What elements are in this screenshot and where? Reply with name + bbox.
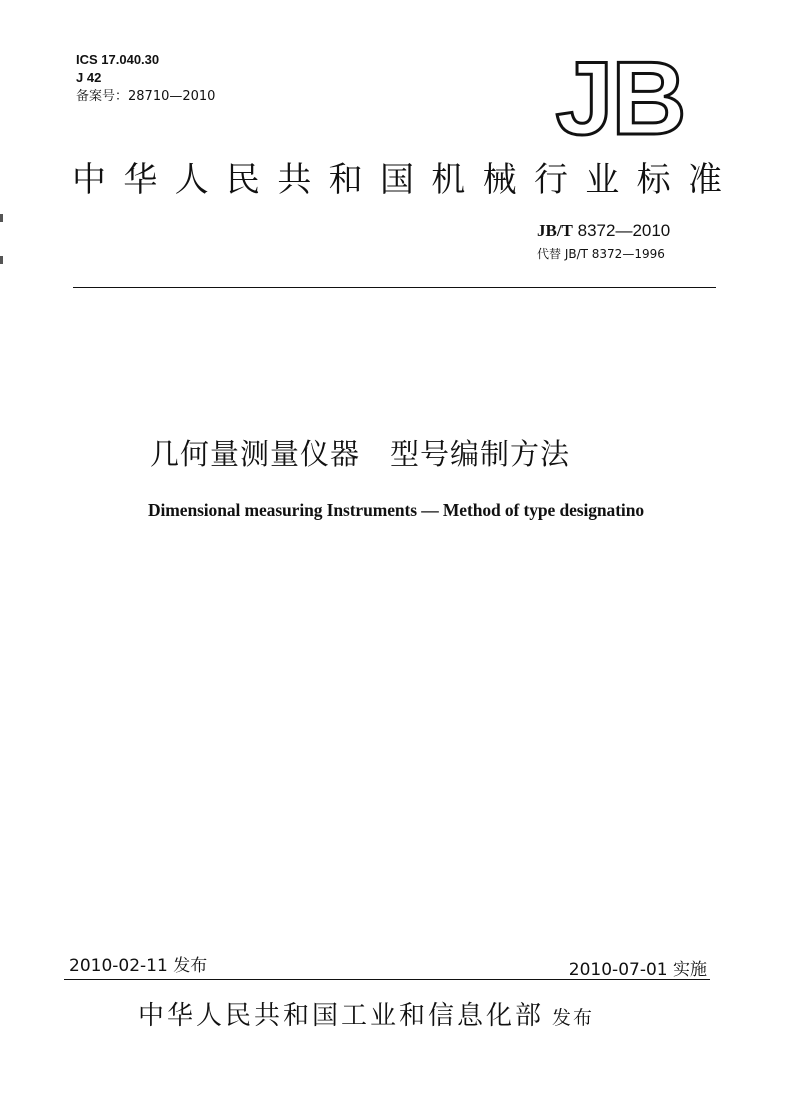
publisher-suffix: 发布 xyxy=(552,1007,595,1029)
issue-date: 2010-02-11 发布 xyxy=(69,956,208,976)
industry-title-char: 和 xyxy=(328,160,363,200)
industry-title-char: 人 xyxy=(174,160,209,200)
industry-title-char: 行 xyxy=(533,160,568,200)
industry-title-char: 民 xyxy=(225,160,260,200)
header-rule xyxy=(73,287,716,288)
industry-standard-title xyxy=(72,154,722,206)
industry-title-char: 共 xyxy=(277,160,312,200)
publisher-name: 中华人民共和国工业和信息化部 xyxy=(138,1001,545,1031)
replaces-standard: 代替 JB/T 8372—1996 xyxy=(537,247,665,261)
industry-title-char: 机 xyxy=(431,160,466,200)
industry-title-char: 准 xyxy=(687,160,722,200)
title-part-1: 几何量测量仪器 xyxy=(150,437,361,471)
jb-logo xyxy=(528,54,718,146)
title-part-2: 型号编制方法 xyxy=(390,437,571,471)
document-title-english: Dimensional measuring Instruments — Method of type designatino xyxy=(148,500,644,520)
scan-edge-mark xyxy=(0,256,3,264)
footer-rule xyxy=(64,979,710,980)
logo-text: JB xyxy=(555,54,685,146)
standard-code: 8372—2010 xyxy=(572,221,671,240)
registration-number: 备案号：28710—2010 xyxy=(76,89,216,104)
industry-title-char: 械 xyxy=(482,160,517,200)
document-title-chinese xyxy=(150,432,570,476)
standard-prefix: JB/T xyxy=(537,221,573,240)
industry-title-char: 中 xyxy=(72,160,106,200)
industry-title-char: 国 xyxy=(379,160,414,200)
industry-title-char: 华 xyxy=(123,160,158,200)
classification-code: J 42 xyxy=(76,70,102,85)
ics-code: ICS 17.040.30 xyxy=(76,52,160,67)
publisher xyxy=(138,994,594,1040)
standard-number xyxy=(537,221,670,241)
implementation-date: 2010-07-01 实施 xyxy=(568,960,707,980)
industry-title-char: 标 xyxy=(636,160,671,200)
industry-title-char: 业 xyxy=(585,160,620,200)
scan-edge-mark xyxy=(0,214,3,222)
